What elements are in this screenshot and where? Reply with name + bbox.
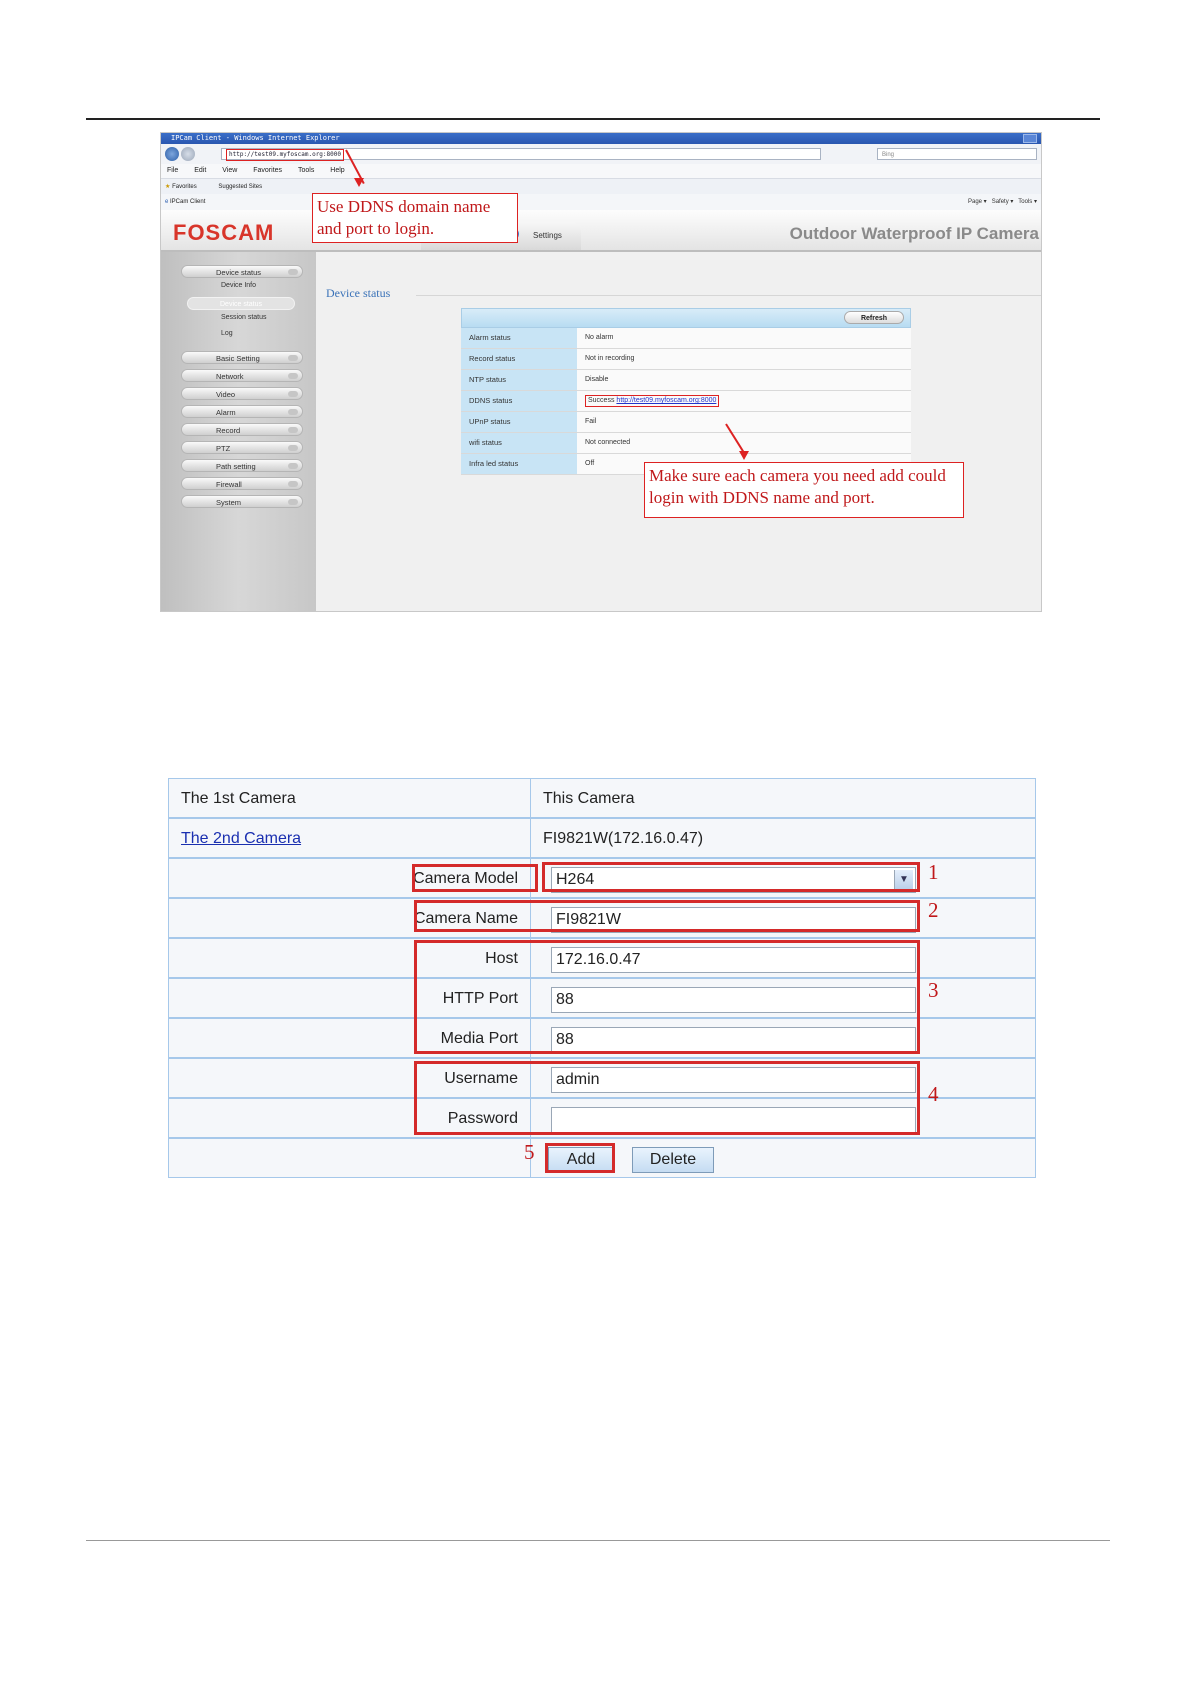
back-icon[interactable] — [165, 147, 179, 161]
step-number-5: 5 — [524, 1140, 535, 1164]
status-key: UPnP status — [461, 412, 577, 432]
favorites-bar — [161, 178, 1041, 195]
settings-sidebar — [161, 252, 316, 612]
sidebar-ptz[interactable]: PTZ — [181, 441, 303, 454]
star-icon: ★ — [165, 184, 171, 190]
sidebar-log[interactable]: Log — [221, 330, 233, 337]
table-row — [168, 778, 1036, 818]
this-camera-header: This Camera — [543, 790, 635, 807]
camera-model-label: Camera Model — [413, 870, 518, 887]
status-table — [461, 308, 911, 475]
browser-tab[interactable]: IPCam Client — [170, 199, 206, 205]
host-label: Host — [485, 950, 518, 967]
second-camera-value: FI9821W(172.16.0.47) — [543, 830, 704, 847]
browser-command-bar: Page ▾ Safety ▾ Tools ▾ — [968, 199, 1037, 205]
status-key: Record status — [461, 349, 577, 369]
tools-menu[interactable]: Tools — [1018, 199, 1033, 205]
address-bar-row — [161, 144, 1041, 165]
refresh-label: Refresh — [860, 315, 888, 322]
top-rule — [86, 118, 1100, 120]
table-row — [168, 818, 1036, 858]
foscam-logo: FOSCAM — [173, 220, 275, 245]
sidebar-device-info[interactable]: Device Info — [221, 282, 257, 289]
model-label-highlight — [412, 864, 538, 892]
menu-tools[interactable]: Tools — [298, 167, 315, 174]
http-port-value: 88 — [556, 991, 574, 1008]
menu-favorites[interactable]: Favorites — [253, 167, 283, 174]
model-field-highlight — [542, 862, 920, 892]
search-placeholder: Bing — [882, 152, 895, 158]
status-value: Not connected — [577, 433, 911, 453]
step-number-4: 4 — [928, 1082, 939, 1106]
ddns-value — [577, 391, 911, 411]
search-field[interactable] — [877, 148, 1037, 160]
browser-title-bar — [161, 133, 1041, 144]
first-camera-header: The 1st Camera — [181, 790, 296, 807]
username-value: admin — [556, 1071, 600, 1088]
status-table-header — [461, 308, 911, 328]
status-row — [461, 433, 911, 454]
sidebar-firewall[interactable]: Firewall — [181, 477, 303, 490]
status-key: DDNS status — [461, 391, 577, 411]
section-title: Device status — [326, 286, 391, 300]
status-row — [461, 349, 911, 370]
status-key: Infra led status — [461, 454, 577, 474]
status-value: Off — [577, 454, 911, 474]
browser-screenshot — [160, 132, 1042, 612]
password-label: Password — [447, 1110, 518, 1127]
foscam-header — [161, 210, 1041, 252]
status-value: No alarm — [577, 328, 911, 348]
status-value: Not in recording — [577, 349, 911, 369]
media-port-label: Media Port — [440, 1030, 518, 1047]
refresh-button[interactable] — [844, 311, 904, 324]
bottom-rule — [86, 1540, 1110, 1541]
name-highlight — [414, 900, 920, 932]
sidebar-system[interactable]: System — [181, 495, 303, 508]
status-value: Disable — [577, 370, 911, 390]
menu-help[interactable]: Help — [330, 167, 345, 174]
ddns-arrow-head — [739, 451, 749, 460]
credentials-highlight — [414, 1061, 920, 1135]
add-label: Add — [566, 1151, 596, 1168]
browser-tab-row — [161, 194, 1041, 211]
add-camera-form — [168, 778, 1036, 1183]
camera-name-value: FI9821W — [556, 911, 621, 928]
sidebar-record[interactable]: Record — [181, 423, 303, 436]
favorites-label[interactable]: Favorites — [172, 184, 197, 190]
connection-highlight — [414, 940, 920, 1054]
minimize-button[interactable] — [1023, 134, 1037, 143]
suggested-sites[interactable]: Suggested Sites — [218, 184, 263, 190]
table-cell — [531, 778, 1036, 818]
table-cell — [168, 1138, 531, 1178]
login-callout: Use DDNS domain name and port to login. — [312, 193, 518, 243]
chevron-down-icon[interactable]: ▼ — [894, 870, 913, 890]
ddns-callout: Make sure each camera you need add could login with DDNS name and port. — [644, 462, 964, 518]
second-camera-link[interactable]: The 2nd Camera — [181, 830, 302, 847]
add-highlight — [545, 1143, 615, 1173]
ddns-highlight — [585, 395, 719, 407]
sidebar-session-status[interactable]: Session status — [221, 314, 267, 321]
username-label: Username — [444, 1070, 518, 1087]
section-divider — [416, 295, 1041, 296]
sidebar-alarm[interactable]: Alarm — [181, 405, 303, 418]
device-status-panel — [316, 252, 1041, 612]
http-port-label: HTTP Port — [442, 990, 518, 1007]
sidebar-basic-setting[interactable]: Basic Setting — [181, 351, 303, 364]
menu-file[interactable]: File — [167, 167, 179, 174]
table-cell — [531, 818, 1036, 858]
camera-name-label: Camera Name — [413, 910, 518, 927]
sidebar-network[interactable]: Network — [181, 369, 303, 382]
product-name: Outdoor Waterproof IP Camera — [789, 224, 1039, 243]
camera-model-value: H264 — [556, 871, 595, 888]
status-row — [461, 328, 911, 349]
browser-title: IPCam Client - Windows Internet Explorer — [171, 134, 340, 142]
sidebar-device-status-selected[interactable]: Device status — [187, 297, 295, 310]
status-row — [461, 391, 911, 412]
step-number-2: 2 — [928, 898, 939, 922]
tab-settings[interactable]: Settings — [533, 231, 562, 240]
status-key: NTP status — [461, 370, 577, 390]
delete-button[interactable] — [632, 1147, 714, 1173]
delete-label: Delete — [649, 1151, 697, 1168]
sidebar-path-setting[interactable]: Path setting — [181, 459, 303, 472]
status-key: wifi status — [461, 433, 577, 453]
status-row — [461, 412, 911, 433]
table-cell — [168, 778, 531, 818]
browser-menu-bar — [161, 164, 1041, 178]
menu-view[interactable]: View — [222, 167, 238, 174]
ie-page-icon: e — [165, 199, 169, 205]
ddns-status-text: Success — [588, 397, 615, 404]
page-menu[interactable]: Page — [968, 199, 983, 205]
status-row — [461, 370, 911, 391]
table-cell — [168, 818, 531, 858]
address-url: http://test09.myfoscam.org:8000 — [226, 149, 344, 161]
step-number-1: 1 — [928, 860, 939, 884]
step-number-3: 3 — [928, 978, 939, 1002]
login-arrow-head — [354, 178, 364, 187]
media-port-value: 88 — [556, 1031, 574, 1048]
forward-icon[interactable] — [181, 147, 195, 161]
status-value: Fail — [577, 412, 911, 432]
sidebar-video[interactable]: Video — [181, 387, 303, 400]
sidebar-device-status[interactable]: Device status — [181, 265, 303, 278]
status-key: Alarm status — [461, 328, 577, 348]
menu-edit[interactable]: Edit — [194, 167, 207, 174]
host-value: 172.16.0.47 — [556, 951, 641, 968]
ddns-link[interactable]: http://test09.myfoscam.org:8000 — [616, 397, 717, 404]
safety-menu[interactable]: Safety — [991, 199, 1009, 205]
address-field[interactable] — [221, 148, 821, 160]
